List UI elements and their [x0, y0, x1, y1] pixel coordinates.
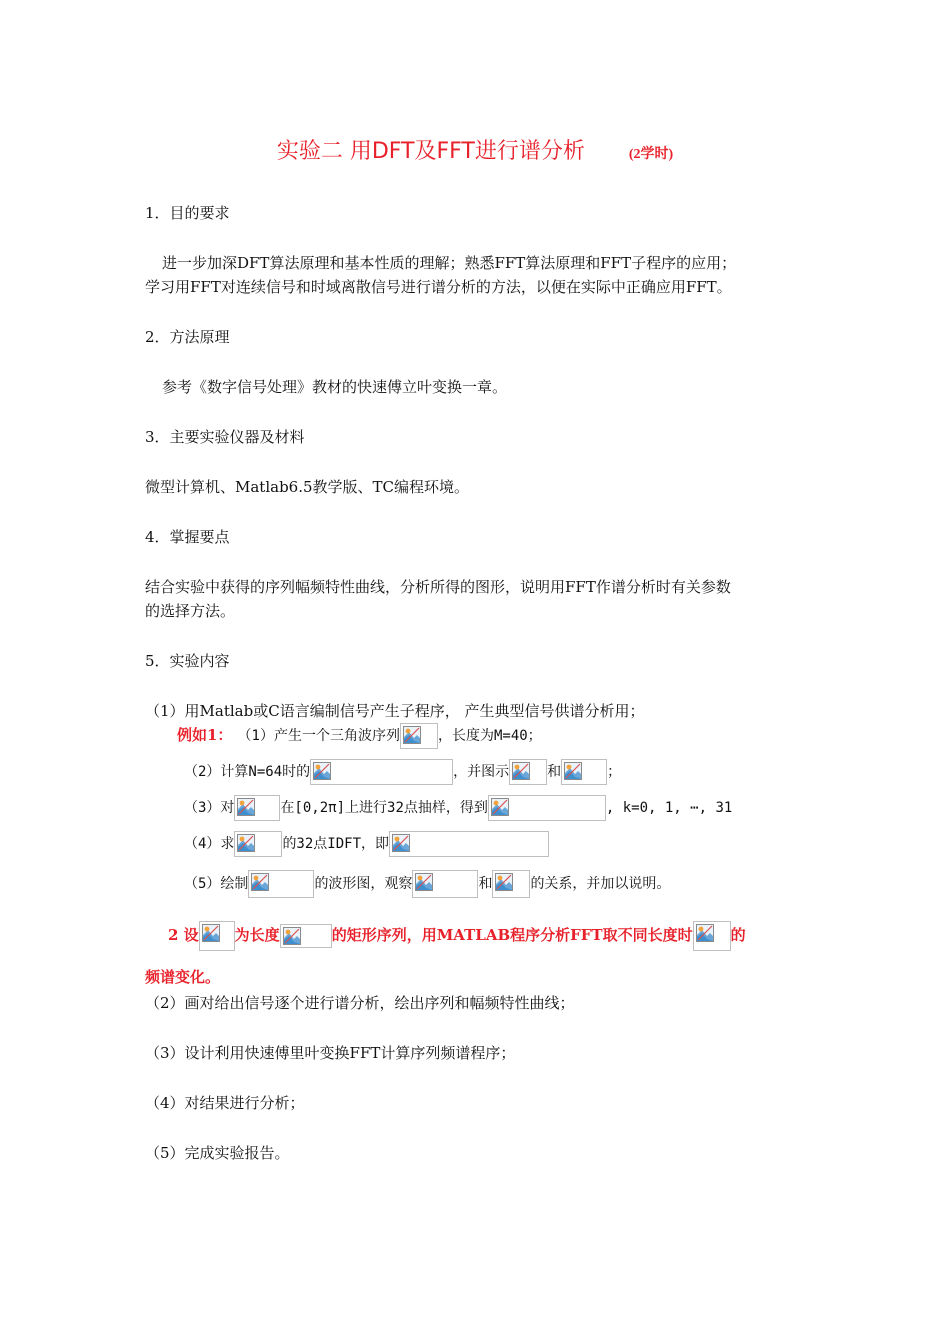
example-l1-text-b: ，长度为M=40； [437, 728, 542, 744]
formula-image-icon [400, 723, 438, 749]
formula-image-icon [412, 870, 478, 898]
example-l1-text-a: （1）产生一个三角波序列 [237, 728, 400, 744]
document-title [0, 134, 950, 165]
task-2-text-d: 的 [730, 926, 746, 944]
section-4-line-2: 的选择方法。 [145, 602, 236, 620]
example-l3-text-a: （3）对 [184, 800, 235, 816]
example-l5-text-c: 和 [478, 876, 493, 892]
example-line-2 [184, 758, 621, 784]
example-l5-text-b: 的波形图，观察 [314, 876, 413, 892]
task-2-line-2: 频谱变化。 [145, 968, 221, 986]
example-l5-text-a: （5）绘制 [184, 876, 249, 892]
example-l3-text-c: , k=0, 1, ⋯, 31 [605, 800, 733, 816]
section-1-heading: 1．目的要求 [145, 204, 230, 222]
example-l2-text-a: （2）计算N=64时的 [184, 764, 311, 780]
section-1-line-2: 学习用FFT对连续信号和时域离散信号进行谱分析的方法，以便在实际中正确应用FFT。 [145, 278, 732, 296]
formula-image-icon [488, 795, 606, 821]
formula-image-icon [509, 759, 547, 785]
formula-image-icon [389, 831, 549, 857]
task-2-text-c: 的矩形序列，用MATLAB程序分析FFT取不同长度时 [331, 926, 693, 944]
example-l4-text-a: （4）求 [184, 836, 235, 852]
formula-image-icon [234, 795, 280, 821]
task-2-text-a: 2 设 [168, 926, 199, 944]
content-item-1: （1）用Matlab或C语言编制信号产生子程序， 产生典型信号供谱分析用； [145, 702, 645, 720]
title-hours: (2学时) [628, 147, 674, 162]
content-item-4: （4）对结果进行分析； [145, 1094, 305, 1112]
section-5-heading: 5．实验内容 [145, 652, 230, 670]
formula-image-icon [310, 759, 453, 785]
section-2-heading: 2．方法原理 [145, 328, 230, 346]
section-2-line-1: 参考《数字信号处理》教材的快速傅立叶变换一章。 [162, 378, 508, 396]
formula-image-icon [492, 870, 530, 898]
title-main: 实验二 用DFT及FFT进行谱分析 [276, 139, 585, 164]
formula-image-icon [693, 921, 731, 951]
example-line-1 [177, 722, 542, 748]
content-item-5: （5）完成实验报告。 [145, 1144, 290, 1162]
formula-image-icon [248, 870, 314, 898]
section-4-heading: 4．掌握要点 [145, 528, 230, 546]
formula-image-icon [280, 924, 332, 948]
content-item-2: （2）画对给出信号逐个进行谱分析，绘出序列和幅频特性曲线； [145, 994, 575, 1012]
example-label: 例如1： [177, 726, 233, 744]
example-l4-text-b: 的32点IDFT，即 [282, 836, 390, 852]
task-2-text-b: 为长度 [234, 926, 280, 944]
example-line-3 [184, 794, 732, 820]
section-3-heading: 3．主要实验仪器及材料 [145, 428, 305, 446]
section-3-line-1: 微型计算机、Matlab6.5教学版、TC编程环境。 [145, 478, 470, 496]
formula-image-icon [199, 921, 235, 951]
example-l2-text-c: 和 [547, 764, 562, 780]
task-2-line-1 [168, 918, 746, 952]
section-4-line-1: 结合实验中获得的序列幅频特性曲线，分析所得的图形，说明用FFT作谱分析时有关参数 [145, 578, 731, 596]
example-line-4 [184, 830, 549, 856]
example-l3-text-b: 在[0,2π]上进行32点抽样，得到 [280, 800, 488, 816]
formula-image-icon [234, 831, 282, 857]
example-l2-text-b: ，并图示 [453, 764, 510, 780]
example-line-5 [184, 868, 670, 898]
content-item-3: （3）设计利用快速傅里叶变换FFT计算序列频谱程序； [145, 1044, 516, 1062]
example-l5-text-d: 的关系，并加以说明。 [530, 876, 671, 892]
section-1-line-1: 进一步加深DFT算法原理和基本性质的理解；熟悉FFT算法原理和FFT子程序的应用； [162, 254, 737, 272]
formula-image-icon [561, 759, 607, 785]
example-l2-text-d: ； [607, 764, 622, 780]
